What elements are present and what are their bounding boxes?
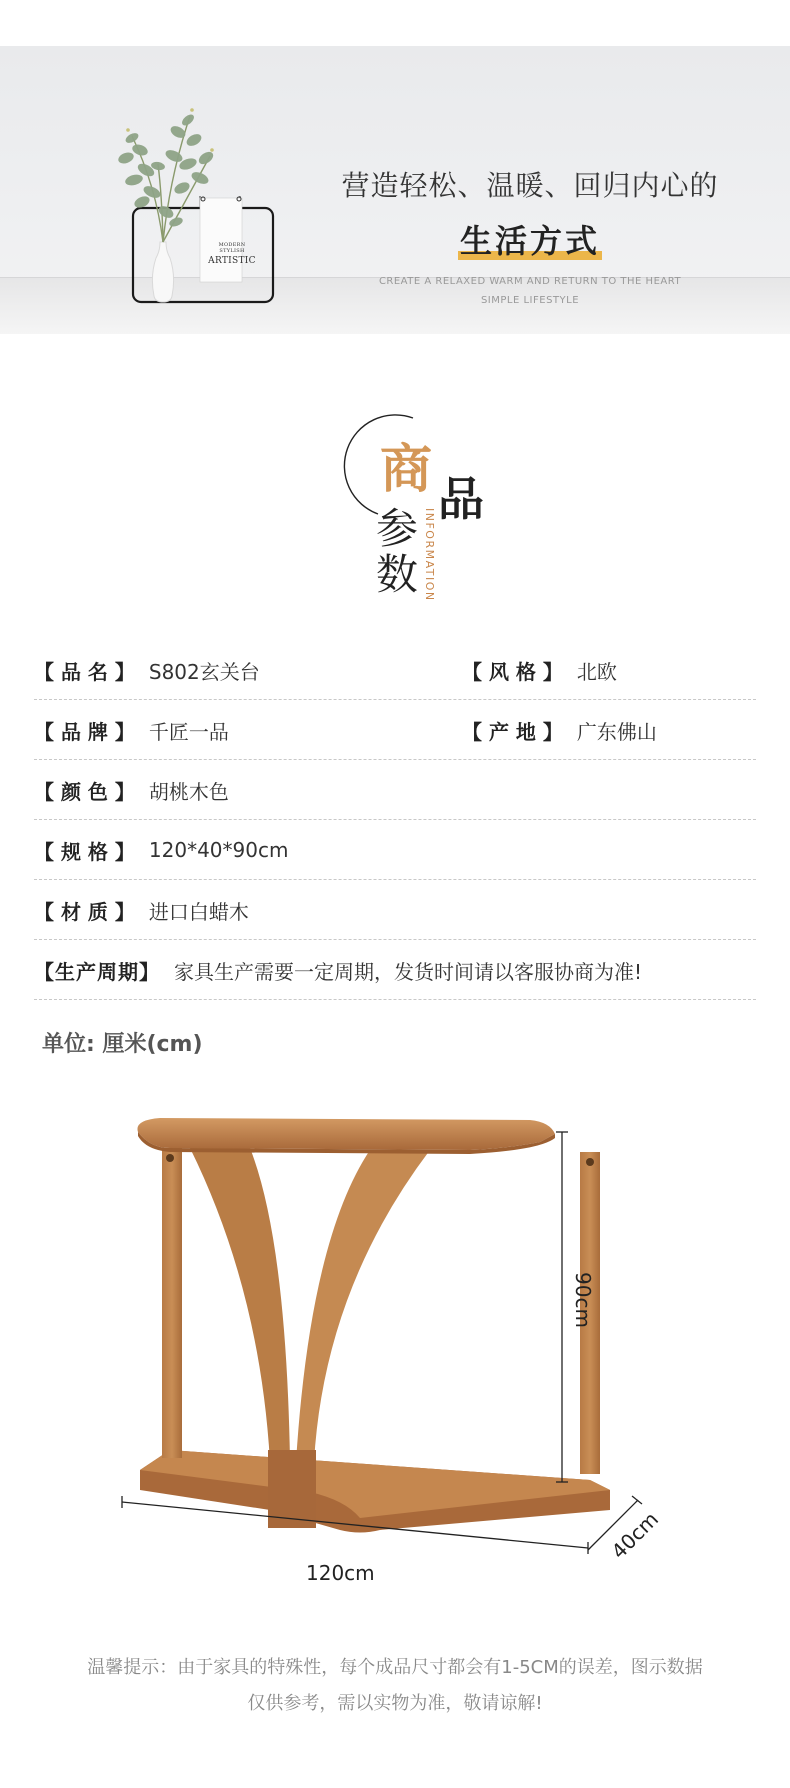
param-brand-label: 【 品 牌 】 <box>34 719 135 744</box>
product-info-heading <box>318 414 518 614</box>
width-dimension-label: 120cm <box>306 1561 375 1585</box>
param-style-value: 北欧 <box>576 659 617 684</box>
param-spec <box>34 820 288 880</box>
param-cycle-label: 【生产周期】 <box>34 959 160 984</box>
product-params-table <box>34 640 756 1000</box>
param-row <box>34 700 756 760</box>
slogan-english-line2: SIMPLE LIFESTYLE <box>480 295 580 306</box>
unit-label: 单位: 厘米(cm) <box>42 1032 203 1057</box>
slogan-line1: 营造轻松、温暖、回归内心的 <box>341 169 719 202</box>
art-card-small-text: MODERN STYLISH <box>218 242 246 254</box>
param-material <box>34 880 249 940</box>
param-style <box>462 640 617 700</box>
param-name-value: S802玄关台 <box>148 659 260 684</box>
height-dimension-label: 90cm <box>571 1272 595 1328</box>
param-spec-value: 120*40*90cm <box>148 838 289 862</box>
tips-note-line2: 仅供参考，需以实物为准，敬请谅解! <box>247 1693 543 1714</box>
vase-and-frame-illustration <box>70 46 330 334</box>
banner-slogan <box>330 164 730 306</box>
param-origin-value: 广东佛山 <box>576 719 657 744</box>
param-row <box>34 760 756 820</box>
param-row <box>34 940 756 1000</box>
heading-char-shang: 商 <box>380 440 433 500</box>
param-production-cycle <box>34 940 642 1000</box>
heading-english: INFORMATION <box>423 508 436 602</box>
slogan-highlight <box>458 216 602 262</box>
param-material-label: 【 材 质 】 <box>34 899 135 924</box>
param-origin-label: 【 产 地 】 <box>462 719 563 744</box>
heading-char-can: 参 <box>376 504 419 553</box>
param-color-value: 胡桃木色 <box>148 779 229 804</box>
console-table-dimension-drawing <box>110 1090 690 1610</box>
param-name <box>34 640 260 700</box>
slogan-line2: 生活方式 <box>459 222 600 260</box>
param-row <box>34 820 756 880</box>
param-origin <box>462 700 657 760</box>
table-left-leg <box>162 1148 182 1458</box>
heading-char-shu: 数 <box>376 550 419 599</box>
param-row <box>34 880 756 940</box>
param-color-label: 【 颜 色 】 <box>34 779 135 804</box>
lifestyle-banner <box>0 46 790 334</box>
art-card-text <box>206 242 258 266</box>
param-brand-value: 千匠一品 <box>148 719 229 744</box>
art-card-big-text: ARTISTIC <box>208 256 256 266</box>
param-cycle-value: 家具生产需要一定周期，发货时间请以客服协商为准! <box>174 959 643 984</box>
art-card <box>200 198 242 282</box>
param-name-label: 【 品 名 】 <box>34 659 135 684</box>
tips-note-line1: 温馨提示：由于家具的特殊性，每个成品尺寸都会有1-5CM的误差，图示数据 <box>87 1657 703 1678</box>
param-spec-label: 【 规 格 】 <box>34 839 135 864</box>
param-material-value: 进口白蜡木 <box>148 899 249 924</box>
table-top <box>137 1118 555 1150</box>
param-color <box>34 760 229 820</box>
param-brand <box>34 700 229 760</box>
heading-char-pin: 品 <box>438 472 484 526</box>
param-style-label: 【 风 格 】 <box>462 659 563 684</box>
param-row <box>34 640 756 700</box>
table-center-leg-left <box>190 1148 290 1462</box>
tips-note <box>30 1650 760 1722</box>
white-vase <box>152 242 173 302</box>
console-table <box>137 1118 610 1533</box>
table-center-leg-right <box>296 1150 430 1462</box>
slogan-english-line1: CREATE A RELAXED WARM AND RETURN TO THE HEART <box>378 276 682 287</box>
depth-dimension-label: 40cm <box>606 1507 664 1564</box>
